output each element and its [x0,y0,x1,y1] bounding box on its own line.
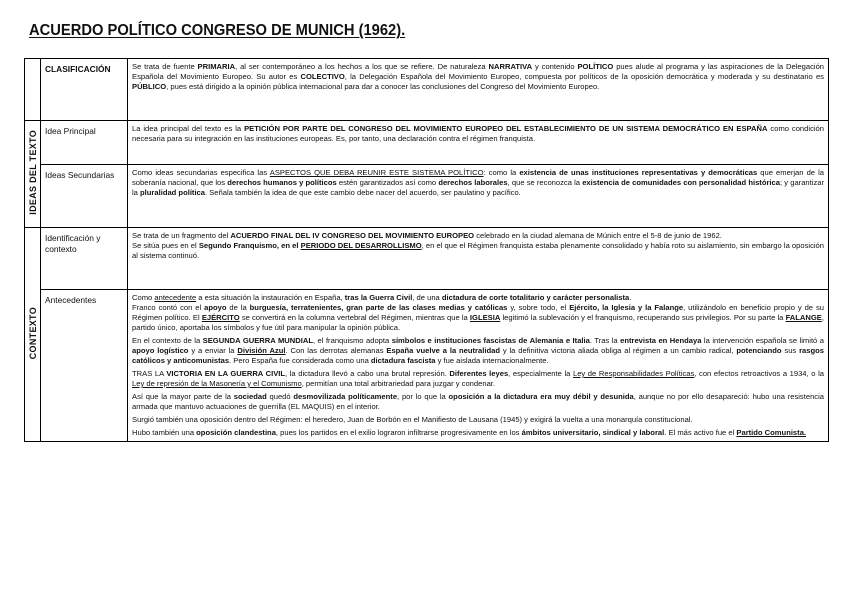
commentary-table [24,58,829,442]
antecedentes-p3: TRAS LA VICTORIA EN LA GUERRA CIVIL, la dictadura llevó a cabo una brutal represión. Diferentes leyes, especialmente la Ley de Responsabilidades Políticas, con efectos retroactivos a 1934, o la Ley de represión de la Masonería y el Comunismo, permitían una total arbitrariedad para juzgar y condenar. [132,369,824,388]
row-ideas-secundarias [25,165,829,228]
antecedentes-p6: Hubo también una oposición clandestina, pues los partidos en el exilio lograron infiltrarse progresivamente en los ámbitos universitario, sindical y laboral. El más activo fue el Partido Comunista. [132,428,807,437]
row-identificacion [25,228,829,290]
antecedentes-label: Antecedentes [41,290,128,442]
row-clasificacion [25,59,829,121]
section-ideas-del-texto [25,121,41,228]
antecedentes-p4: Así que la mayor parte de la sociedad quedó desmovilizada políticamente, por lo que la oposición a la dictadura era muy débil y desunida, aunque no por ello desapareció: hubo una resistencia armada que mantuvo actuaciones de guerrilla (EL MAQUIS) en el interior. [132,392,824,411]
idea-principal-text: La idea principal del texto es la PETICIÓN POR PARTE DEL CONGRESO DEL MOVIMIENTO EUROPEO DEL ESTABLECIMIENTO DE UN SISTEMA DEMOCRÁTICO EN ESPAÑA como condición necesaria para su integración en las instituciones europeas. Es, por tanto, una declaración contra el régimen franquista. [128,121,829,165]
row-idea-principal [25,121,829,165]
clasificacion-text: Se trata de fuente PRIMARIA, al ser contemporáneo a los hechos a los que se refiere. De naturaleza NARRATIVA y contenido POLÍTICO pues alude al programa y las aspiraciones de la Delegación Española del Movimiento Europeo. Su autor es COLECTIVO, la Delegación Española del Movimiento Europeo, compuesta por políticos de la oposición democrática y moderada y su destinatario es PÚBLICO, pues está dirigido a la opinión pública internacional para dar a conocer las conclusiones del Congreso del Movimiento Europeo. [128,59,829,121]
antecedentes-p5: Surgió también una oposición dentro del Régimen: el heredero, Juan de Borbón en el Manifiesto de Lausana (1945) y exigirá la vuelta a una monarquía constitucional. [132,415,693,424]
antecedentes-p2: En el contexto de la SEGUNDA GUERRA MUNDIAL, el franquismo adopta símbolos e instituciones fascistas de Alemania e Italia. Tras la entrevista en Hendaya la intervención española se limitó a apoyo logístico y a enviar la División Azul. Con las derrotas alemanas España vuelve a la neutralidad y la definitiva victoria aliada obliga al régimen a un cambio radical, potenciando sus rasgos católicos y anticomunistas. Pero España fue considerada como una dictadura fascista y fue aislada internacionalmente. [132,336,824,365]
identificacion-label: Identificación y contexto [41,228,128,290]
ideas-secundarias-label: Ideas Secundarias [41,165,128,228]
ideas-secundarias-text: Como ideas secundarias especifica las ASPECTOS QUE DEBA REUNIR ESTE SISTEMA POLÍTICO: como la existencia de unas instituciones representativas y democráticas que emerjan de la soberanía nacional, que los derechos humanos y políticos estén garantizados así como derechos laborales, que se reconozca la existencia de comunidades con personalidad histórica; y garantizar la pluralidad política. Señala también la idea de que este cambio debe nacer del acuerdo, ser paulatino y pacífico. [128,165,829,228]
antecedentes-text [128,290,829,442]
identificacion-text [128,228,829,290]
identificacion-p1: Se trata de un fragmento del ACUERDO FINAL DEL IV CONGRESO DEL MOVIMIENTO EUROPEO celebrado en la ciudad alemana de Múnich entre el 5-8 de junio de 1962. Se sitúa pues en el Segundo Franquismo, en el PERIODO DEL DESARROLLISMO, en el que el Régimen franquista estaba plenamente consolidado y había roto su aislamiento, sin embargo la oposición al sistema continuó. [132,231,825,260]
antecedentes-p1: Como antecedente a esta situación la instauración en España, tras la Guerra Civil, de una dictadura de corte totalitario y carácter personalista. Franco contó con el apoyo de la burguesía, terratenientes, gran parte de las clases medias y católicas y, sobre todo, el Ejército, la Iglesia y la Falange, utilizándolo en beneficio propio y de su Régimen político. El EJÉRCITO se convertirá en la columna vertebral del Régimen, mientras que la IGLESIA legitimó la sublevación y el franquismo, recuperando sus privilegios. Por su parte la FALANGE, partido único, aportaba los símbolos y fue útil para manipular la opinión pública. [132,293,824,332]
section-contexto-label: CONTEXTO [27,306,38,360]
section-contexto [25,228,41,442]
section-ideas-label: IDEAS DEL TEXTO [27,130,38,215]
idea-principal-label: Idea Principal [41,121,128,165]
clasificacion-label: CLASIFICACIÓN [41,59,128,121]
section-cell-empty [25,59,41,121]
page-title: ACUERDO POLÍTICO CONGRESO DE MUNICH (1962). [29,22,406,39]
row-antecedentes [25,290,829,442]
